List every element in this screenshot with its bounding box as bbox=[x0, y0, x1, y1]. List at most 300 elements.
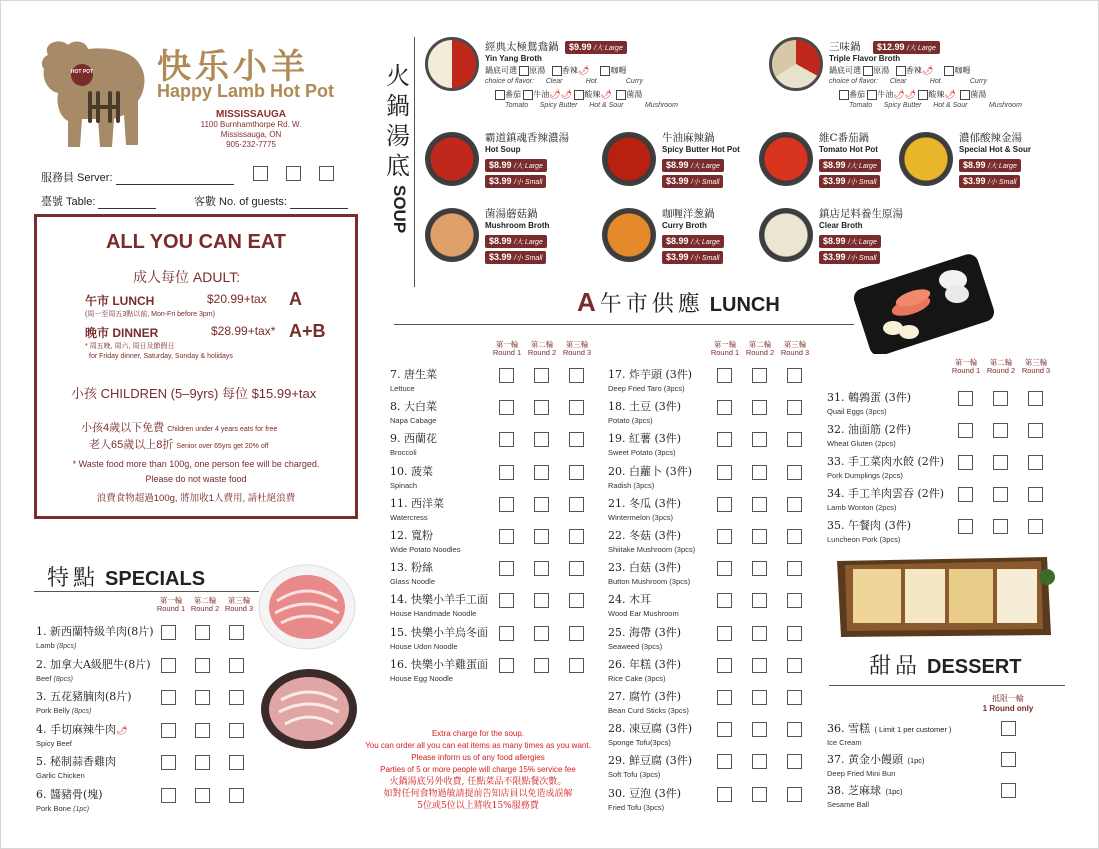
lunch-divider bbox=[394, 324, 854, 325]
dinner-note-cn: * 周五晚, 周六, 周日及節假日 bbox=[85, 343, 175, 350]
soup-pot-en-4: Special Hot & Sour bbox=[959, 145, 1032, 154]
lunch-item-29 bbox=[608, 751, 692, 779]
soup-pot-cn-6: 咖喱洋葱鍋 bbox=[662, 208, 715, 220]
soup-pot-name-2 bbox=[662, 130, 740, 154]
lunch-item-11-round-3-checkbox[interactable] bbox=[569, 497, 584, 512]
senior-cn: 老人65歲以上8折 bbox=[89, 439, 174, 451]
lunch-item-14-round-2-checkbox[interactable] bbox=[534, 593, 549, 608]
lunch-item-18 bbox=[608, 397, 681, 425]
lunch-item-7-round-3-checkbox[interactable] bbox=[569, 368, 584, 383]
special-item-4 bbox=[36, 720, 127, 748]
lunch-item-24-round-3-checkbox[interactable] bbox=[787, 593, 802, 608]
lunch-item-9 bbox=[390, 429, 437, 457]
lunch-item-26-round-2-checkbox[interactable] bbox=[752, 658, 767, 673]
lunch-item-33-round-3-checkbox[interactable] bbox=[1028, 455, 1043, 470]
lunch-item-19-round-1-checkbox[interactable] bbox=[717, 432, 732, 447]
server-checkbox-2[interactable] bbox=[286, 166, 301, 181]
store-address-2: Mississauga, ON bbox=[220, 130, 282, 139]
yy-hot-checkbox[interactable] bbox=[552, 66, 562, 76]
lunch-title bbox=[577, 287, 780, 318]
soup-pot-cn-3: 維C番茄鍋 bbox=[819, 132, 870, 144]
lunch-col3-round-2-header: 第二輪 Round 2 bbox=[986, 358, 1016, 375]
lunch-item-35-en: Luncheon Pork (3pcs) bbox=[827, 535, 901, 544]
soup-pot-name-5 bbox=[485, 206, 549, 230]
dessert-item-36-cn: 36. 雪糕 bbox=[827, 722, 870, 735]
soup-pot-cn-7: 鎮店足料養生原湯 bbox=[819, 208, 903, 220]
server-line[interactable] bbox=[116, 175, 234, 185]
soup-pot-cn-4: 濃郁酸辣金湯 bbox=[959, 132, 1022, 144]
lunch-item-32 bbox=[827, 420, 911, 448]
specials-title bbox=[47, 561, 205, 592]
lunch-item-12-round-1-checkbox[interactable] bbox=[499, 529, 514, 544]
special-item-4-round-1-checkbox[interactable] bbox=[161, 723, 176, 738]
tf-mushroom-checkbox[interactable] bbox=[960, 90, 970, 100]
soup-pot-name-7 bbox=[819, 206, 903, 230]
note-2: You can order all you can eat items as many times as you want. bbox=[365, 741, 591, 750]
lunch-item-15-round-1-checkbox[interactable] bbox=[499, 626, 514, 641]
lunch-item-29-round-1-checkbox[interactable] bbox=[717, 754, 732, 769]
dessert-item-36-en: Ice Cream bbox=[827, 738, 862, 747]
lunch-item-13-round-2-checkbox[interactable] bbox=[534, 561, 549, 576]
lunch-title-cn: 午市供應 bbox=[599, 292, 704, 317]
lunch-item-30-en: Fried Tofu (3pcs) bbox=[608, 802, 665, 812]
note-6: 如對任何食物過敏請提前告知店員以免造成誤解 bbox=[383, 789, 573, 799]
special-item-1-round-1-checkbox[interactable] bbox=[161, 625, 176, 640]
lunch-item-8-en: Napa Cabage bbox=[390, 416, 437, 426]
special-item-3-round-1-checkbox[interactable] bbox=[161, 690, 176, 705]
lunch-item-28-round-2-checkbox[interactable] bbox=[752, 722, 767, 737]
lunch-col2-round-1-header: 第一輪 Round 1 bbox=[710, 340, 740, 357]
note-5: 火鍋湯底另外收費, 任點菜品不限點餐次數。 bbox=[389, 777, 567, 787]
lunch-item-21-round-3-checkbox[interactable] bbox=[787, 497, 802, 512]
lunch-item-30-cn: 30. 豆泡 (3件) bbox=[608, 786, 682, 800]
lunch-item-32-round-2-checkbox[interactable] bbox=[993, 423, 1008, 438]
lunch-item-20-round-3-checkbox[interactable] bbox=[787, 465, 802, 480]
soup-pot-large-price-7: $8.99 /大 Large bbox=[819, 235, 881, 248]
dessert-item-38-en: Sesame Ball bbox=[827, 800, 870, 809]
all-you-can-eat-box bbox=[34, 214, 358, 519]
lunch-item-27-round-1-checkbox[interactable] bbox=[717, 690, 732, 705]
free-children-cn: 小孩4歲以下免費 bbox=[81, 422, 165, 434]
lunch-item-10-en: Spinach bbox=[390, 480, 418, 490]
lunch-item-34-cn: 34. 手工羊肉雲吞 (2件) bbox=[827, 487, 945, 500]
lunch-item-19-en: Sweet Potato (3pcs) bbox=[608, 448, 676, 458]
lunch-item-26-cn: 26. 年糕 (3件) bbox=[608, 657, 682, 671]
dessert-item-37-cn: 37. 黄金小饅頭 bbox=[827, 753, 903, 766]
specials-divider bbox=[34, 591, 259, 592]
soup-title-en: SOUP bbox=[390, 185, 409, 234]
lunch-item-32-round-3-checkbox[interactable] bbox=[1028, 423, 1043, 438]
lunch-item-33-round-1-checkbox[interactable] bbox=[958, 455, 973, 470]
guests-label: 客數 No. of guests: bbox=[194, 196, 287, 208]
lunch-item-10-cn: 10. 菠菜 bbox=[390, 464, 433, 478]
lunch-item-24-en: Wood Ear Mushroom bbox=[608, 609, 679, 619]
lunch-item-7-round-1-checkbox[interactable] bbox=[499, 368, 514, 383]
lunch-item-22-round-3-checkbox[interactable] bbox=[787, 529, 802, 544]
lunch-item-14-round-3-checkbox[interactable] bbox=[569, 593, 584, 608]
dessert-item-38 bbox=[827, 781, 903, 809]
vegetable-platter-image bbox=[853, 254, 995, 354]
yy-curry-checkbox[interactable] bbox=[600, 66, 610, 76]
lunch-item-11-round-2-checkbox[interactable] bbox=[534, 497, 549, 512]
lunch-item-15-round-3-checkbox[interactable] bbox=[569, 626, 584, 641]
tf-tomato-checkbox[interactable] bbox=[839, 90, 849, 100]
special-item-5-cn: 5. 秘制蒜香雞肉 bbox=[36, 755, 116, 768]
yin-yang-name bbox=[485, 39, 559, 63]
guests-field bbox=[194, 193, 348, 209]
special-item-6-round-3-checkbox[interactable] bbox=[229, 788, 244, 803]
tf-butter-checkbox[interactable] bbox=[867, 90, 877, 100]
lunch-item-19-round-2-checkbox[interactable] bbox=[752, 432, 767, 447]
lunch-item-16-round-3-checkbox[interactable] bbox=[569, 658, 584, 673]
special-item-2-round-1-checkbox[interactable] bbox=[161, 658, 176, 673]
special-item-2-en: Beef (8pcs) bbox=[36, 673, 73, 683]
lunch-item-10-round-3-checkbox[interactable] bbox=[569, 465, 584, 480]
lunch-item-23-round-1-checkbox[interactable] bbox=[717, 561, 732, 576]
lunch-item-15-round-2-checkbox[interactable] bbox=[534, 626, 549, 641]
lunch-item-35-cn: 35. 午餐肉 (3件) bbox=[827, 519, 912, 532]
lunch-item-18-en: Potato (3pcs) bbox=[608, 416, 653, 426]
lunch-item-29-round-3-checkbox[interactable] bbox=[787, 754, 802, 769]
lunch-item-13-round-1-checkbox[interactable] bbox=[499, 561, 514, 576]
soup-pot-cn-1: 霸道鎮魂香辣濃湯 bbox=[485, 132, 569, 144]
brand-name-en: Happy Lamb Hot Pot bbox=[157, 81, 335, 101]
note-4: Parties of 5 or more people will charge 15% service fee bbox=[380, 765, 576, 774]
lunch-item-9-round-3-checkbox[interactable] bbox=[569, 432, 584, 447]
lunch-item-24-round-1-checkbox[interactable] bbox=[717, 593, 732, 608]
server-field bbox=[41, 169, 234, 185]
dessert-item-37-checkbox[interactable] bbox=[1001, 752, 1016, 767]
lunch-item-30-round-1-checkbox[interactable] bbox=[717, 787, 732, 802]
chili-icon: 🌶 bbox=[116, 724, 128, 735]
dessert-title-en: DESSERT bbox=[927, 656, 1022, 678]
special-item-5-round-3-checkbox[interactable] bbox=[229, 755, 244, 770]
lunch-item-22-round-2-checkbox[interactable] bbox=[752, 529, 767, 544]
special-item-6-en: Pork Bone (1pc) bbox=[36, 803, 90, 813]
lunch-item-16-cn: 16. 快樂小羊雞蛋面 bbox=[390, 657, 488, 671]
lunch-item-12-round-2-checkbox[interactable] bbox=[534, 529, 549, 544]
lunch-item-20-cn: 20. 白蘿卜 (3件) bbox=[608, 464, 693, 478]
table-label: 臺號 Table: bbox=[41, 196, 96, 208]
lunch-item-18-round-1-checkbox[interactable] bbox=[717, 400, 732, 415]
soup-pot-en-1: Hot Soup bbox=[485, 145, 521, 154]
lunch-item-28-cn: 28. 凍豆腐 (3件) bbox=[608, 722, 693, 736]
lunch-item-20-round-1-checkbox[interactable] bbox=[717, 465, 732, 480]
lunch-item-22 bbox=[608, 526, 695, 554]
store-info bbox=[196, 110, 306, 150]
triple-price: $12.99 /大 Large bbox=[873, 41, 940, 54]
dessert-title-cn: 甜品 bbox=[869, 654, 922, 679]
tf-curry-checkbox[interactable] bbox=[944, 66, 954, 76]
lunch-item-35-round-1-checkbox[interactable] bbox=[958, 519, 973, 534]
dessert-item-38-cn: 38. 芝麻球 bbox=[827, 784, 881, 797]
soup-pot-small-price-2: $3.99 /小 Small bbox=[662, 175, 723, 188]
yin-yang-pot-image bbox=[425, 37, 479, 91]
dessert-item-37-en: Deep Fried Mini Bun bbox=[827, 769, 896, 778]
lunch-item-16 bbox=[390, 655, 488, 683]
lunch-item-34-en: Lamb Wonton (2pcs) bbox=[827, 503, 897, 512]
soup-pot-image-2 bbox=[602, 132, 656, 186]
lunch-item-17-en: Deep Fried Taro (3pcs) bbox=[608, 384, 685, 393]
lamb-logo bbox=[34, 35, 152, 153]
special-item-1-en: Lamb (8pcs) bbox=[36, 641, 77, 650]
soup-pot-large-price-5: $8.99 /大 Large bbox=[485, 235, 547, 248]
soup-pot-small-price-1: $3.99 /小 Small bbox=[485, 175, 546, 188]
soup-pot-small-price-3: $3.99 /小 Small bbox=[819, 175, 880, 188]
lunch-item-34-round-1-checkbox[interactable] bbox=[958, 487, 973, 502]
server-checkbox-3[interactable] bbox=[319, 166, 334, 181]
special-item-4-en: Spicy Beef bbox=[36, 738, 72, 748]
lunch-item-30 bbox=[608, 784, 681, 812]
lunch-item-14-round-1-checkbox[interactable] bbox=[499, 593, 514, 608]
soup-pot-large-price-2: $8.99 /大 Large bbox=[662, 159, 724, 172]
aye-title: ALL YOU CAN EAT bbox=[105, 231, 286, 253]
lunch-item-32-round-1-checkbox[interactable] bbox=[958, 423, 973, 438]
special-item-4-round-3-checkbox[interactable] bbox=[229, 723, 244, 738]
triple-flavor-en-2: Tomato Spicy Butter Hot & Sour Mushroom bbox=[849, 102, 1022, 109]
yy-mushroom-checkbox[interactable] bbox=[616, 90, 626, 100]
lunch-item-8-round-3-checkbox[interactable] bbox=[569, 400, 584, 415]
lunch-item-34-round-3-checkbox[interactable] bbox=[1028, 487, 1043, 502]
lunch-item-9-cn: 9. 西蘭花 bbox=[390, 432, 437, 446]
tf-clear-checkbox[interactable] bbox=[863, 66, 873, 76]
lunch-item-10 bbox=[390, 462, 433, 490]
lunch-item-14 bbox=[390, 590, 488, 618]
tf-hot-checkbox[interactable] bbox=[896, 66, 906, 76]
lunch-item-22-round-1-checkbox[interactable] bbox=[717, 529, 732, 544]
lunch-item-26-round-3-checkbox[interactable] bbox=[787, 658, 802, 673]
special-item-6-round-1-checkbox[interactable] bbox=[161, 788, 176, 803]
lunch-item-28-round-3-checkbox[interactable] bbox=[787, 722, 802, 737]
lunch-item-15-cn: 15. 快樂小羊烏冬面 bbox=[390, 625, 488, 639]
dessert-item-36-checkbox[interactable] bbox=[1001, 721, 1016, 736]
lunch-item-10-round-1-checkbox[interactable] bbox=[499, 465, 514, 480]
lunch-price: $20.99+tax bbox=[207, 292, 267, 306]
special-item-1-round-3-checkbox[interactable] bbox=[229, 625, 244, 640]
lunch-item-30-round-2-checkbox[interactable] bbox=[752, 787, 767, 802]
lunch-item-26-round-1-checkbox[interactable] bbox=[717, 658, 732, 673]
adult-label: 成人每位 ADULT: bbox=[133, 269, 241, 285]
lunch-item-18-round-3-checkbox[interactable] bbox=[787, 400, 802, 415]
lunch-item-27-round-2-checkbox[interactable] bbox=[752, 690, 767, 705]
lunch-item-20 bbox=[608, 462, 692, 490]
dessert-item-38-checkbox[interactable] bbox=[1001, 783, 1016, 798]
lunch-item-11-en: Watercress bbox=[390, 512, 428, 522]
soup-pot-image-6 bbox=[602, 208, 656, 262]
lunch-item-35-round-2-checkbox[interactable] bbox=[993, 519, 1008, 534]
lunch-item-18-cn: 18. 土豆 (3件) bbox=[608, 400, 682, 414]
note-1: Extra charge for the soup. bbox=[431, 729, 525, 738]
dessert-item-37 bbox=[827, 750, 925, 778]
special-item-6-round-2-checkbox[interactable] bbox=[195, 788, 210, 803]
soup-pot-small-price-4: $3.99 /小 Small bbox=[959, 175, 1020, 188]
special-item-3-round-3-checkbox[interactable] bbox=[229, 690, 244, 705]
lunch-item-7-round-2-checkbox[interactable] bbox=[534, 368, 549, 383]
lunch-col1-round-2-header: 第二輪 Round 2 bbox=[527, 340, 557, 357]
lunch-item-25-round-1-checkbox[interactable] bbox=[717, 626, 732, 641]
yy-clear-checkbox[interactable] bbox=[519, 66, 529, 76]
lunch-item-21-en: Wintermelon (3pcs) bbox=[608, 512, 674, 522]
soup-pot-name-6 bbox=[662, 206, 715, 230]
special-item-4-round-2-checkbox[interactable] bbox=[195, 723, 210, 738]
lunch-label: 午市 LUNCH bbox=[85, 294, 155, 308]
soup-pot-large-price-3: $8.99 /大 Large bbox=[819, 159, 881, 172]
dinner-price: $28.99+tax* bbox=[211, 324, 276, 338]
lunch-item-13-round-3-checkbox[interactable] bbox=[569, 561, 584, 576]
lunch-item-8-round-2-checkbox[interactable] bbox=[534, 400, 549, 415]
senior-en: Senior over 65yrs get 20% off bbox=[176, 443, 269, 450]
guests-line[interactable] bbox=[290, 199, 348, 209]
lunch-item-34-round-2-checkbox[interactable] bbox=[993, 487, 1008, 502]
dessert-item-36 bbox=[827, 719, 952, 747]
lunch-item-27-en: Bean Curd Sticks (3pcs) bbox=[608, 706, 689, 715]
lunch-item-13 bbox=[390, 558, 435, 586]
special-item-5-en: Garlic Chicken bbox=[36, 771, 85, 780]
lunch-item-30-round-3-checkbox[interactable] bbox=[787, 787, 802, 802]
lunch-item-21-round-2-checkbox[interactable] bbox=[752, 497, 767, 512]
lunch-item-22-en: Shiitake Mushroom (3pcs) bbox=[608, 545, 696, 554]
lunch-item-7-en: Lettuce bbox=[390, 384, 415, 393]
yy-hotsour-checkbox[interactable] bbox=[574, 90, 584, 100]
lunch-item-16-en: House Egg Noodle bbox=[390, 673, 453, 683]
special-item-6 bbox=[36, 785, 103, 813]
soup-title-cn: 火鍋湯底 bbox=[386, 62, 410, 180]
lunch-item-9-round-1-checkbox[interactable] bbox=[499, 432, 514, 447]
soup-pot-cn-5: 菌湯蘑菇鍋 bbox=[485, 208, 538, 220]
special-item-3-round-2-checkbox[interactable] bbox=[195, 690, 210, 705]
lunch-item-23-round-2-checkbox[interactable] bbox=[752, 561, 767, 576]
lunch-item-29-round-2-checkbox[interactable] bbox=[752, 754, 767, 769]
lunch-item-31-round-2-checkbox[interactable] bbox=[993, 391, 1008, 406]
extra-notes bbox=[353, 728, 603, 812]
yy-tomato-checkbox[interactable] bbox=[495, 90, 505, 100]
dessert-limit: 抵限一輪 1 Round only bbox=[982, 694, 1034, 713]
lunch-item-16-round-1-checkbox[interactable] bbox=[499, 658, 514, 673]
lunch-item-21-round-1-checkbox[interactable] bbox=[717, 497, 732, 512]
lunch-item-28-en: Sponge Tofu(3pcs) bbox=[608, 738, 671, 748]
waste-note-1: * Waste food more than 100g, one person fee will be charged. bbox=[72, 459, 320, 469]
lunch-item-17 bbox=[608, 365, 692, 393]
special-item-2-round-2-checkbox[interactable] bbox=[195, 658, 210, 673]
lunch-item-7 bbox=[390, 365, 437, 393]
lunch-item-12-round-3-checkbox[interactable] bbox=[569, 529, 584, 544]
lunch-item-31-cn: 31. 鵪鶉蛋 (3件) bbox=[827, 391, 912, 404]
lunch-item-8 bbox=[390, 397, 437, 425]
soup-pot-image-4 bbox=[899, 132, 953, 186]
lunch-item-32-cn: 32. 油面筋 (2件) bbox=[827, 423, 912, 436]
lunch-item-7-cn: 7. 唐生菜 bbox=[390, 368, 437, 381]
triple-flavor-en-1: choice of flavor: Clear Hot Curry bbox=[829, 78, 987, 85]
lunch-item-17-round-3-checkbox[interactable] bbox=[787, 368, 802, 383]
triple-flavor-row-1: 鍋底可選 原湯 香辣🌶 咖喱 bbox=[829, 65, 971, 75]
lunch-item-25-round-2-checkbox[interactable] bbox=[752, 626, 767, 641]
lunch-item-17-round-1-checkbox[interactable] bbox=[717, 368, 732, 383]
tofu-platter-image bbox=[833, 551, 1055, 641]
lunch-col3-round-3-header: 第三輪 Round 3 bbox=[1021, 358, 1051, 375]
soup-pot-small-price-5: $3.99 /小 Small bbox=[485, 251, 546, 264]
brand-name-cn: 快乐小羊 bbox=[157, 47, 309, 87]
lunch-item-23-en: Button Mushroom (3pcs) bbox=[608, 577, 691, 587]
soup-pot-image-7 bbox=[759, 208, 813, 262]
special-item-5 bbox=[36, 752, 116, 780]
free-children-en: Children under 4 years eats for free bbox=[167, 426, 278, 433]
waste-note-2: Please do not waste food bbox=[145, 474, 247, 484]
lunch-item-22-cn: 22. 冬菇 (3件) bbox=[608, 529, 682, 542]
store-address-1: 1100 Burnhamthorpe Rd. W. bbox=[200, 120, 302, 129]
server-checkbox-1[interactable] bbox=[253, 166, 268, 181]
special-item-5-round-1-checkbox[interactable] bbox=[161, 755, 176, 770]
specials-title-cn: 特點 bbox=[47, 566, 100, 591]
soup-pot-en-2: Spicy Butter Hot Pot bbox=[662, 145, 740, 154]
soup-pot-small-price-7: $3.99 /小 Small bbox=[819, 251, 880, 264]
special-item-5-round-2-checkbox[interactable] bbox=[195, 755, 210, 770]
lunch-item-13-cn: 13. 粉絲 bbox=[390, 561, 433, 575]
specials-round-1: 第一輪 Round 1 bbox=[156, 596, 186, 613]
special-item-3-en: Pork Belly (8pcs) bbox=[36, 706, 92, 715]
lunch-item-8-round-1-checkbox[interactable] bbox=[499, 400, 514, 415]
soup-pot-name-3 bbox=[819, 130, 878, 154]
lunch-item-23-round-3-checkbox[interactable] bbox=[787, 561, 802, 576]
lunch-item-20-en: Radish (3pcs) bbox=[608, 480, 655, 490]
lunch-item-31-round-3-checkbox[interactable] bbox=[1028, 391, 1043, 406]
triple-flavor-row-2: 番茄 牛油🌶🌶 酸辣🌶 菌湯 bbox=[839, 89, 986, 100]
special-item-1-note: (8pcs) bbox=[56, 643, 77, 650]
special-item-3 bbox=[36, 687, 132, 715]
lunch-item-35-round-3-checkbox[interactable] bbox=[1028, 519, 1043, 534]
lunch-item-31-round-1-checkbox[interactable] bbox=[958, 391, 973, 406]
lunch-item-35 bbox=[827, 516, 911, 544]
lunch-item-9-round-2-checkbox[interactable] bbox=[534, 432, 549, 447]
beef-plate-image bbox=[259, 666, 359, 752]
yy-butter-checkbox[interactable] bbox=[523, 90, 533, 100]
lunch-item-24-round-2-checkbox[interactable] bbox=[752, 593, 767, 608]
lunch-item-11-round-1-checkbox[interactable] bbox=[499, 497, 514, 512]
lunch-item-20-round-2-checkbox[interactable] bbox=[752, 465, 767, 480]
soup-pot-large-price-6: $8.99 /大 Large bbox=[662, 235, 724, 248]
special-item-2-note: (8pcs) bbox=[53, 675, 73, 683]
lunch-item-8-cn: 8. 大白菜 bbox=[390, 400, 437, 414]
lunch-item-33-en: Pork Dumplings (2pcs) bbox=[827, 471, 903, 480]
lunch-item-33-round-2-checkbox[interactable] bbox=[993, 455, 1008, 470]
dinner-note-en: for Friday dinner, Saturday, Sunday & holidays bbox=[89, 353, 233, 360]
tf-hotsour-checkbox[interactable] bbox=[918, 90, 928, 100]
special-item-6-cn: 6. 醬豬骨(塊) bbox=[36, 787, 103, 801]
lunch-item-25-round-3-checkbox[interactable] bbox=[787, 626, 802, 641]
lunch-item-24 bbox=[608, 590, 679, 618]
lunch-col2-round-2-header: 第二輪 Round 2 bbox=[745, 340, 775, 357]
lunch-item-10-round-2-checkbox[interactable] bbox=[534, 465, 549, 480]
lunch-item-28-round-1-checkbox[interactable] bbox=[717, 722, 732, 737]
special-item-2-round-3-checkbox[interactable] bbox=[229, 658, 244, 673]
lunch-item-15-en: House Udon Noodle bbox=[390, 641, 458, 651]
table-line[interactable] bbox=[98, 199, 156, 209]
lunch-item-28 bbox=[608, 719, 692, 747]
soup-pot-en-5: Mushroom Broth bbox=[485, 221, 550, 230]
store-phone: 905-232-7775 bbox=[226, 140, 276, 149]
lunch-item-19-round-3-checkbox[interactable] bbox=[787, 432, 802, 447]
soup-pot-cn-2: 牛油麻辣鍋 bbox=[662, 132, 715, 144]
lunch-item-25 bbox=[608, 623, 681, 651]
lunch-item-27-round-3-checkbox[interactable] bbox=[787, 690, 802, 705]
lunch-col2-round-3-header: 第三輪 Round 3 bbox=[780, 340, 810, 357]
special-item-2 bbox=[36, 655, 151, 683]
lunch-item-16-round-2-checkbox[interactable] bbox=[534, 658, 549, 673]
lunch-item-18-round-2-checkbox[interactable] bbox=[752, 400, 767, 415]
lunch-item-24-cn: 24. 木耳 bbox=[608, 593, 651, 607]
lunch-item-17-round-2-checkbox[interactable] bbox=[752, 368, 767, 383]
soup-title bbox=[384, 61, 412, 233]
special-item-1-round-2-checkbox[interactable] bbox=[195, 625, 210, 640]
